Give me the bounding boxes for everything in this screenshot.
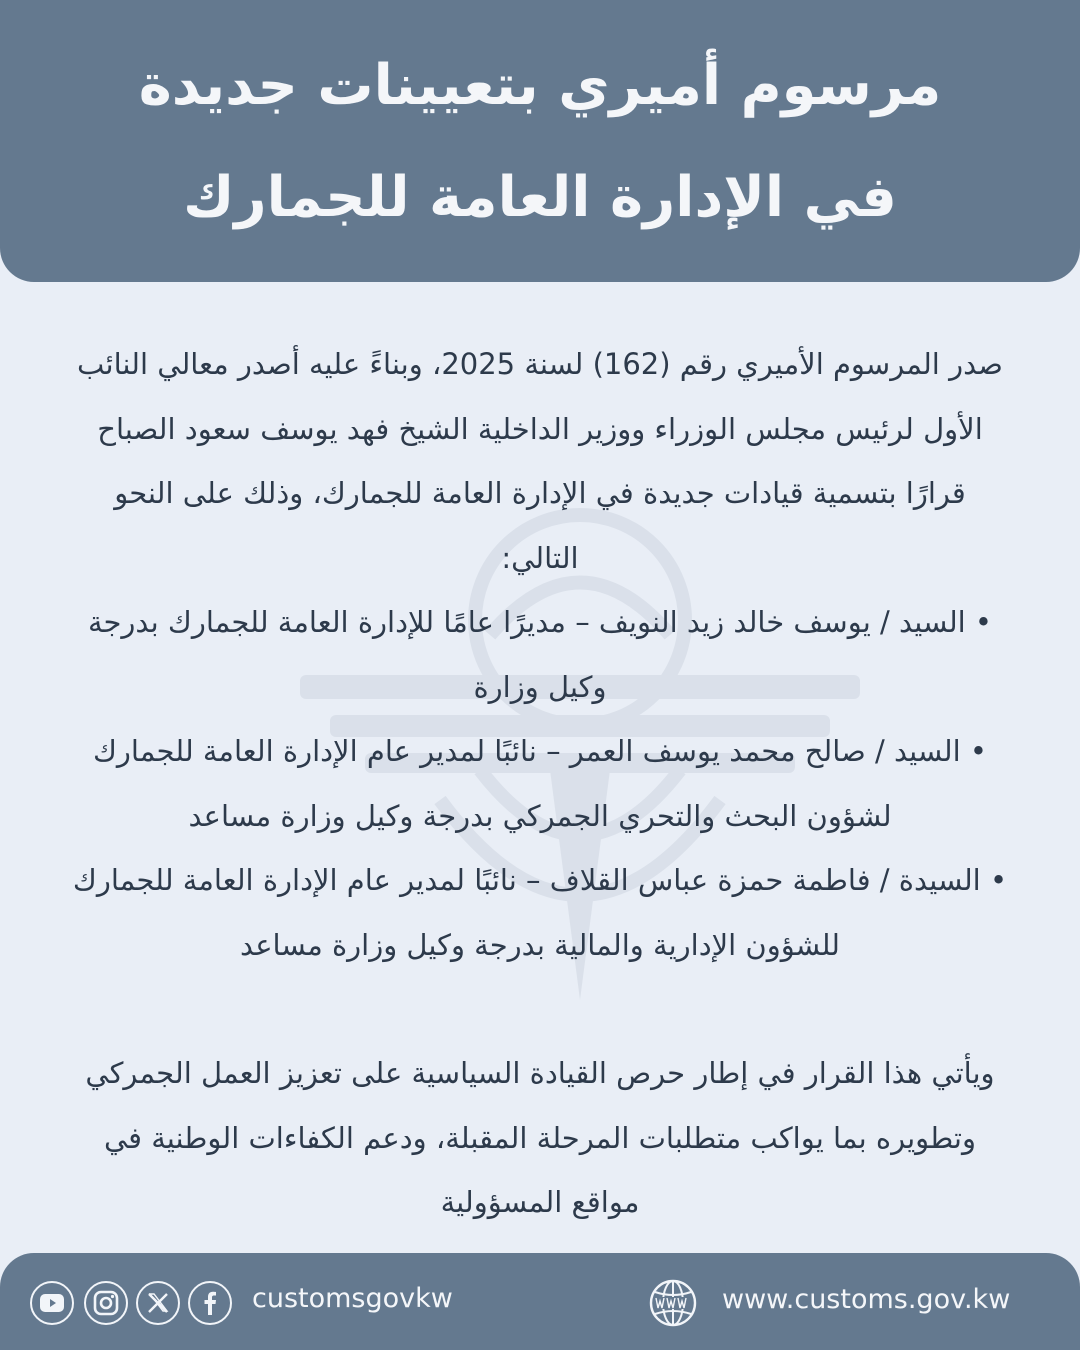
footer-bar xyxy=(0,1253,1080,1350)
page-title-line-1: مرسوم أميري بتعيينات جديدة xyxy=(138,53,942,118)
page-title-line-2: في الإدارة العامة للجمارك xyxy=(183,165,897,230)
announcement-body xyxy=(72,332,1008,1235)
globe-www-icon xyxy=(648,1278,698,1328)
paragraph-spacer xyxy=(72,977,1008,1041)
header-banner xyxy=(0,0,1080,282)
social-handle[interactable]: customsgovkw xyxy=(252,1283,453,1314)
closing-paragraph: ويأتي هذا القرار في إطار حرص القيادة السياسية على تعزيز العمل الجمركي وتطويره بما يواكب متطلبات المرحلة المقبلة، ودعم الكفاءات الوطنية في مواقع المسؤولية xyxy=(85,1056,995,1219)
intro-paragraph: صدر المرسوم الأميري رقم (162) لسنة 2025، وبناءً عليه أصدر معالي النائب الأول لرئيس مجلس الوزراء ووزير الداخلية الشيخ فهد يوسف سعود الصباح قرارًا بتسمية قيادات جديدة في الإدارة العامة للجمارك، وذلك على النحو التالي: xyxy=(77,347,1003,575)
appointment-item-3: • السيدة / فاطمة حمزة عباس القلاف – نائبًا لمدير عام الإدارة العامة للجمارك للشؤون الإدارية والمالية بدرجة وكيل وزارة مساعد xyxy=(72,863,1008,962)
x-icon[interactable] xyxy=(136,1281,180,1325)
instagram-icon[interactable] xyxy=(84,1281,128,1325)
website-link[interactable]: www.customs.gov.kw xyxy=(722,1284,1011,1315)
appointment-item-1: • السيد / يوسف خالد زيد النويف – مديرًا عامًا للإدارة العامة للجمارك بدرجة وكيل وزارة xyxy=(87,605,993,704)
facebook-icon[interactable] xyxy=(188,1281,232,1325)
appointment-item-2: • السيد / صالح محمد يوسف العمر – نائبًا لمدير عام الإدارة العامة للجمارك لشؤون البحث والتحري الجمركي بدرجة وكيل وزارة مساعد xyxy=(92,734,987,833)
youtube-icon[interactable] xyxy=(30,1281,74,1325)
